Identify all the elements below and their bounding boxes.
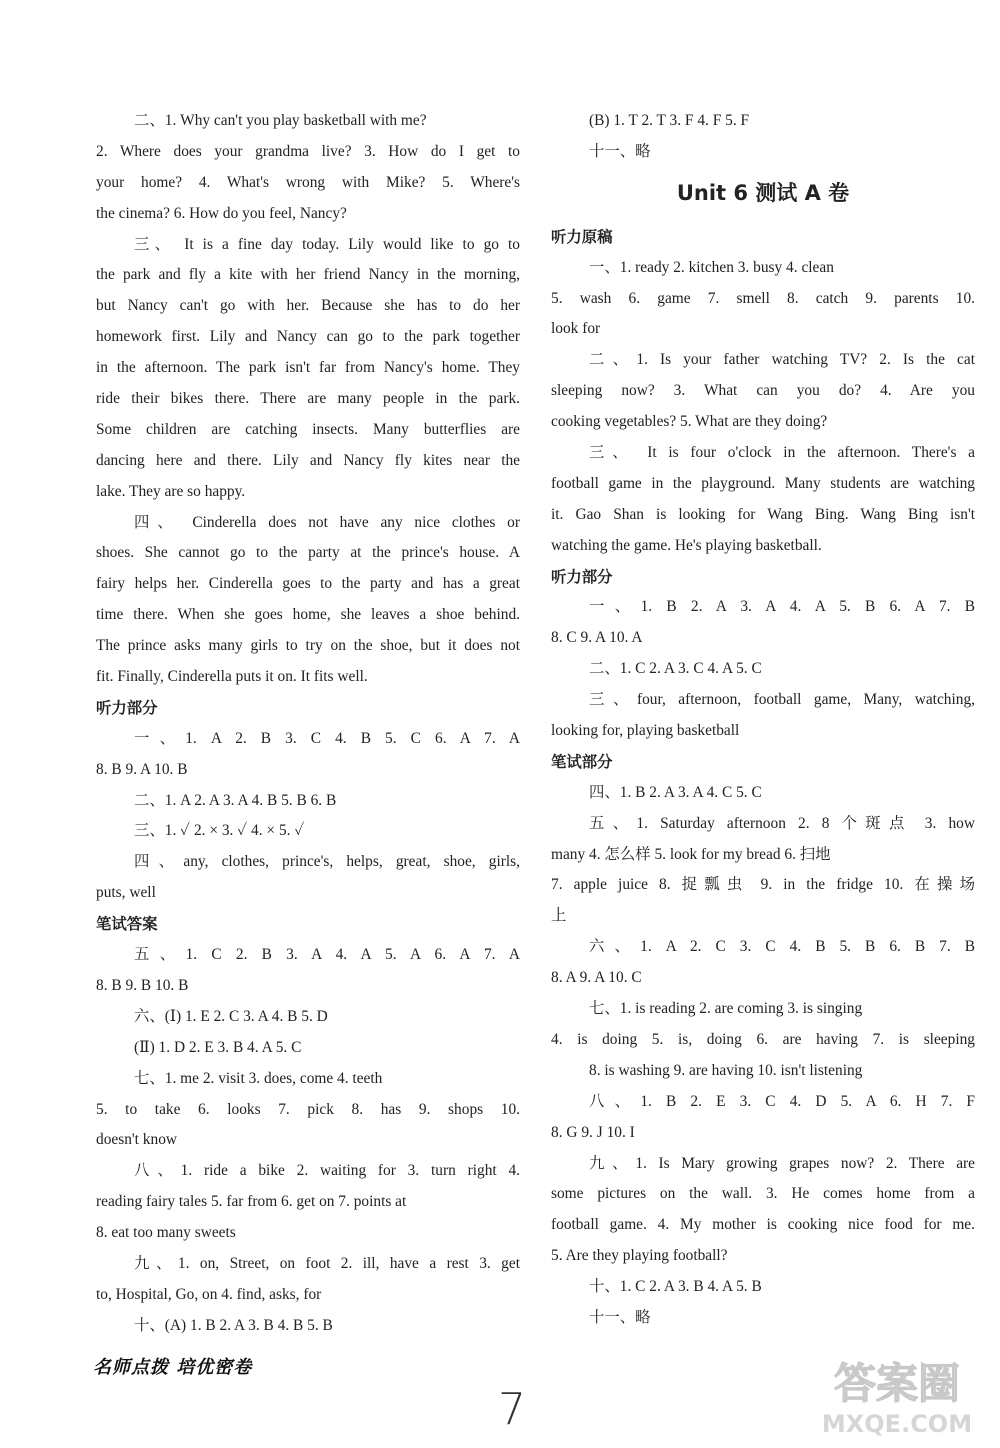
answer-line: time there. When she goes home, she leaves a shoe behind.	[96, 606, 520, 624]
answer-line: 五、1. Saturday afternoon 2. 8 个斑点 3. how	[589, 814, 975, 832]
answer-line: 八、1. B 2. E 3. C 4. D 5. A 6. H 7. F	[589, 1092, 975, 1110]
answer-line: 5. to take 6. looks 7. pick 8. has 9. shops 10.	[96, 1100, 520, 1118]
left-column	[96, 106, 520, 1342]
answer-line: 四、1. B 2. A 3. A 4. C 5. C	[589, 783, 762, 801]
answer-line: 一、1. A 2. B 3. C 4. B 5. C 6. A 7. A	[134, 729, 520, 747]
answer-line: homework first. Lily and Nancy can go to the park together	[96, 328, 520, 346]
page-number: 7	[498, 1384, 526, 1435]
answer-line: 二、1. C 2. A 3. C 4. A 5. C	[589, 660, 762, 678]
answer-line: 六、(Ⅰ) 1. E 2. C 3. A 4. B 5. D	[134, 1007, 328, 1025]
answer-line: ride their bikes there. There are many people in the park.	[96, 390, 520, 408]
answer-line: 8. is washing 9. are having 10. isn't listening	[589, 1061, 863, 1079]
section-heading: 听力原稿	[551, 227, 613, 246]
answer-line: 二、1. A 2. A 3. A 4. B 5. B 6. B	[134, 791, 337, 809]
section-heading: 听力部分	[551, 567, 613, 586]
answer-line: your home? 4. What's wrong with Mike? 5. Where's	[96, 173, 520, 191]
answer-line: 六、1. A 2. C 3. C 4. B 5. B 6. B 7. B	[589, 938, 975, 956]
answer-line: 八、1. ride a bike 2. waiting for 3. turn right 4.	[134, 1162, 520, 1180]
answer-line: 8. B 9. A 10. B	[96, 760, 188, 778]
answer-line: 8. eat too many sweets	[96, 1224, 236, 1242]
answer-line: it. Gao Shan is looking for Wang Bing. Wang Bing isn't	[551, 505, 975, 523]
answer-line: puts, well	[96, 884, 156, 902]
answer-line: 十一、略	[589, 1308, 651, 1326]
watermark-top: 答案圈	[833, 1359, 961, 1408]
answer-line: 8. A 9. A 10. C	[551, 969, 642, 987]
answer-line: 4. is doing 5. is, doing 6. are having 7. is sleeping	[551, 1030, 975, 1048]
answer-line: but Nancy can't go with her. Because she has to do her	[96, 297, 520, 315]
answer-line: The prince asks many girls to try on the shoe, but it does not	[96, 637, 520, 655]
answer-line: Some children are catching insects. Many butterflies are	[96, 420, 520, 438]
answer-line: shoes. She cannot go to the party at the prince's house. A	[96, 544, 520, 562]
answer-line: 五、1. C 2. B 3. A 4. A 5. A 6. A 7. A	[134, 946, 520, 964]
footer-brand: 名师点拨 培优密卷	[93, 1357, 253, 1378]
answer-line: 二、1. Why can't you play basketball with me?	[134, 112, 427, 129]
answer-line: 四、 Cinderella does not have any nice clothes or	[134, 513, 520, 531]
answer-line: 7. apple juice 8. 捉瓢虫 9. in the fridge 10. 在操场	[551, 876, 975, 894]
section-heading: 听力部分	[96, 698, 158, 717]
answer-line: fit. Finally, Cinderella puts it on. It fits well.	[96, 668, 368, 686]
answer-line: 二、1. Is your father watching TV? 2. Is the cat	[589, 351, 975, 369]
answer-line: the park and fly a kite with her friend Nancy in the morning,	[96, 266, 520, 284]
answer-line: lake. They are so happy.	[96, 482, 246, 500]
answer-line: 九、1. on, Street, on foot 2. ill, have a rest 3. get	[134, 1254, 520, 1272]
answer-line: 三、four, afternoon, football game, Many, watching,	[589, 691, 975, 709]
answer-line: 2. Where does your grandma live? 3. How do I get to	[96, 142, 520, 160]
answer-line: 三、 It is four o'clock in the afternoon. There's a	[589, 444, 975, 462]
answer-line: 上	[551, 907, 567, 925]
answer-line: (B) 1. T 2. T 3. F 4. F 5. F	[589, 112, 750, 129]
section-heading: 笔试部分	[551, 752, 613, 771]
answer-line: look for	[551, 320, 601, 338]
answer-line: watching the game. He's playing basketball.	[551, 536, 822, 554]
answer-line: many 4. 怎么样 5. look for my bread 6. 扫地	[551, 845, 831, 863]
answer-line: looking for, playing basketball	[551, 722, 740, 740]
answer-line: 一、1. B 2. A 3. A 4. A 5. B 6. A 7. B	[589, 598, 975, 616]
answer-line: football game. 4. My mother is cooking nice food for me.	[551, 1216, 975, 1234]
answer-line: (Ⅱ) 1. D 2. E 3. B 4. A 5. C	[134, 1038, 302, 1056]
answer-line: 十一、略	[589, 142, 651, 160]
answer-line: 8. G 9. J 10. I	[551, 1123, 635, 1141]
answer-line: some pictures on the wall. 3. He comes home from a	[551, 1185, 975, 1203]
answer-line: 8. C 9. A 10. A	[551, 629, 643, 647]
answer-line: in the afternoon. The park isn't far from Nancy's home. They	[96, 359, 520, 377]
right-top-block	[551, 106, 975, 168]
answer-line: dancing here and there. Lily and Nancy fly kites near the	[96, 451, 520, 469]
answer-line: 5. wash 6. game 7. smell 8. catch 9. parents 10.	[551, 289, 975, 307]
answer-line: sleeping now? 3. What can you do? 4. Are you	[551, 382, 975, 400]
answer-line: 十、1. C 2. A 3. B 4. A 5. B	[589, 1278, 762, 1296]
answer-line: doesn't know	[96, 1131, 178, 1149]
answer-line: 一、1. ready 2. kitchen 3. busy 4. clean	[589, 258, 834, 276]
right-column	[551, 106, 975, 1334]
answer-line: the cinema? 6. How do you feel, Nancy?	[96, 204, 347, 222]
section-heading: 笔试答案	[96, 915, 158, 934]
unit-title: Unit 6 测试 A 卷	[676, 180, 850, 205]
watermark-bottom: MXQE.COM	[821, 1410, 973, 1438]
answer-line: 九、1. Is Mary growing grapes now? 2. There are	[589, 1154, 975, 1172]
answer-line: 四、any, clothes, prince's, helps, great, shoe, girls,	[134, 853, 520, 871]
answer-line: to, Hospital, Go, on 4. find, asks, for	[96, 1285, 322, 1303]
right-main-block	[551, 222, 975, 1334]
answer-line: 十、(A) 1. B 2. A 3. B 4. B 5. B	[134, 1316, 333, 1334]
answer-line: 三、1. ✓ 2. × 3. ✓ 4. × 5. ✓	[134, 822, 305, 840]
answer-line: 8. B 9. B 10. B	[96, 976, 189, 994]
answer-line: cooking vegetables? 5. What are they doing?	[551, 413, 828, 431]
answer-line: 三、 It is a fine day today. Lily would like to go to	[134, 235, 520, 253]
answer-line: reading fairy tales 5. far from 6. get on 7. points at	[96, 1193, 407, 1211]
answer-line: 5. Are they playing football?	[551, 1247, 728, 1265]
answer-line: football game in the playground. Many students are watching	[551, 474, 975, 492]
answer-line: fairy helps her. Cinderella goes to the party and has a great	[96, 575, 520, 593]
answer-line: 七、1. me 2. visit 3. does, come 4. teeth	[134, 1069, 383, 1087]
answer-line: 七、1. is reading 2. are coming 3. is singing	[589, 1000, 863, 1018]
watermark-logo	[810, 1348, 985, 1440]
